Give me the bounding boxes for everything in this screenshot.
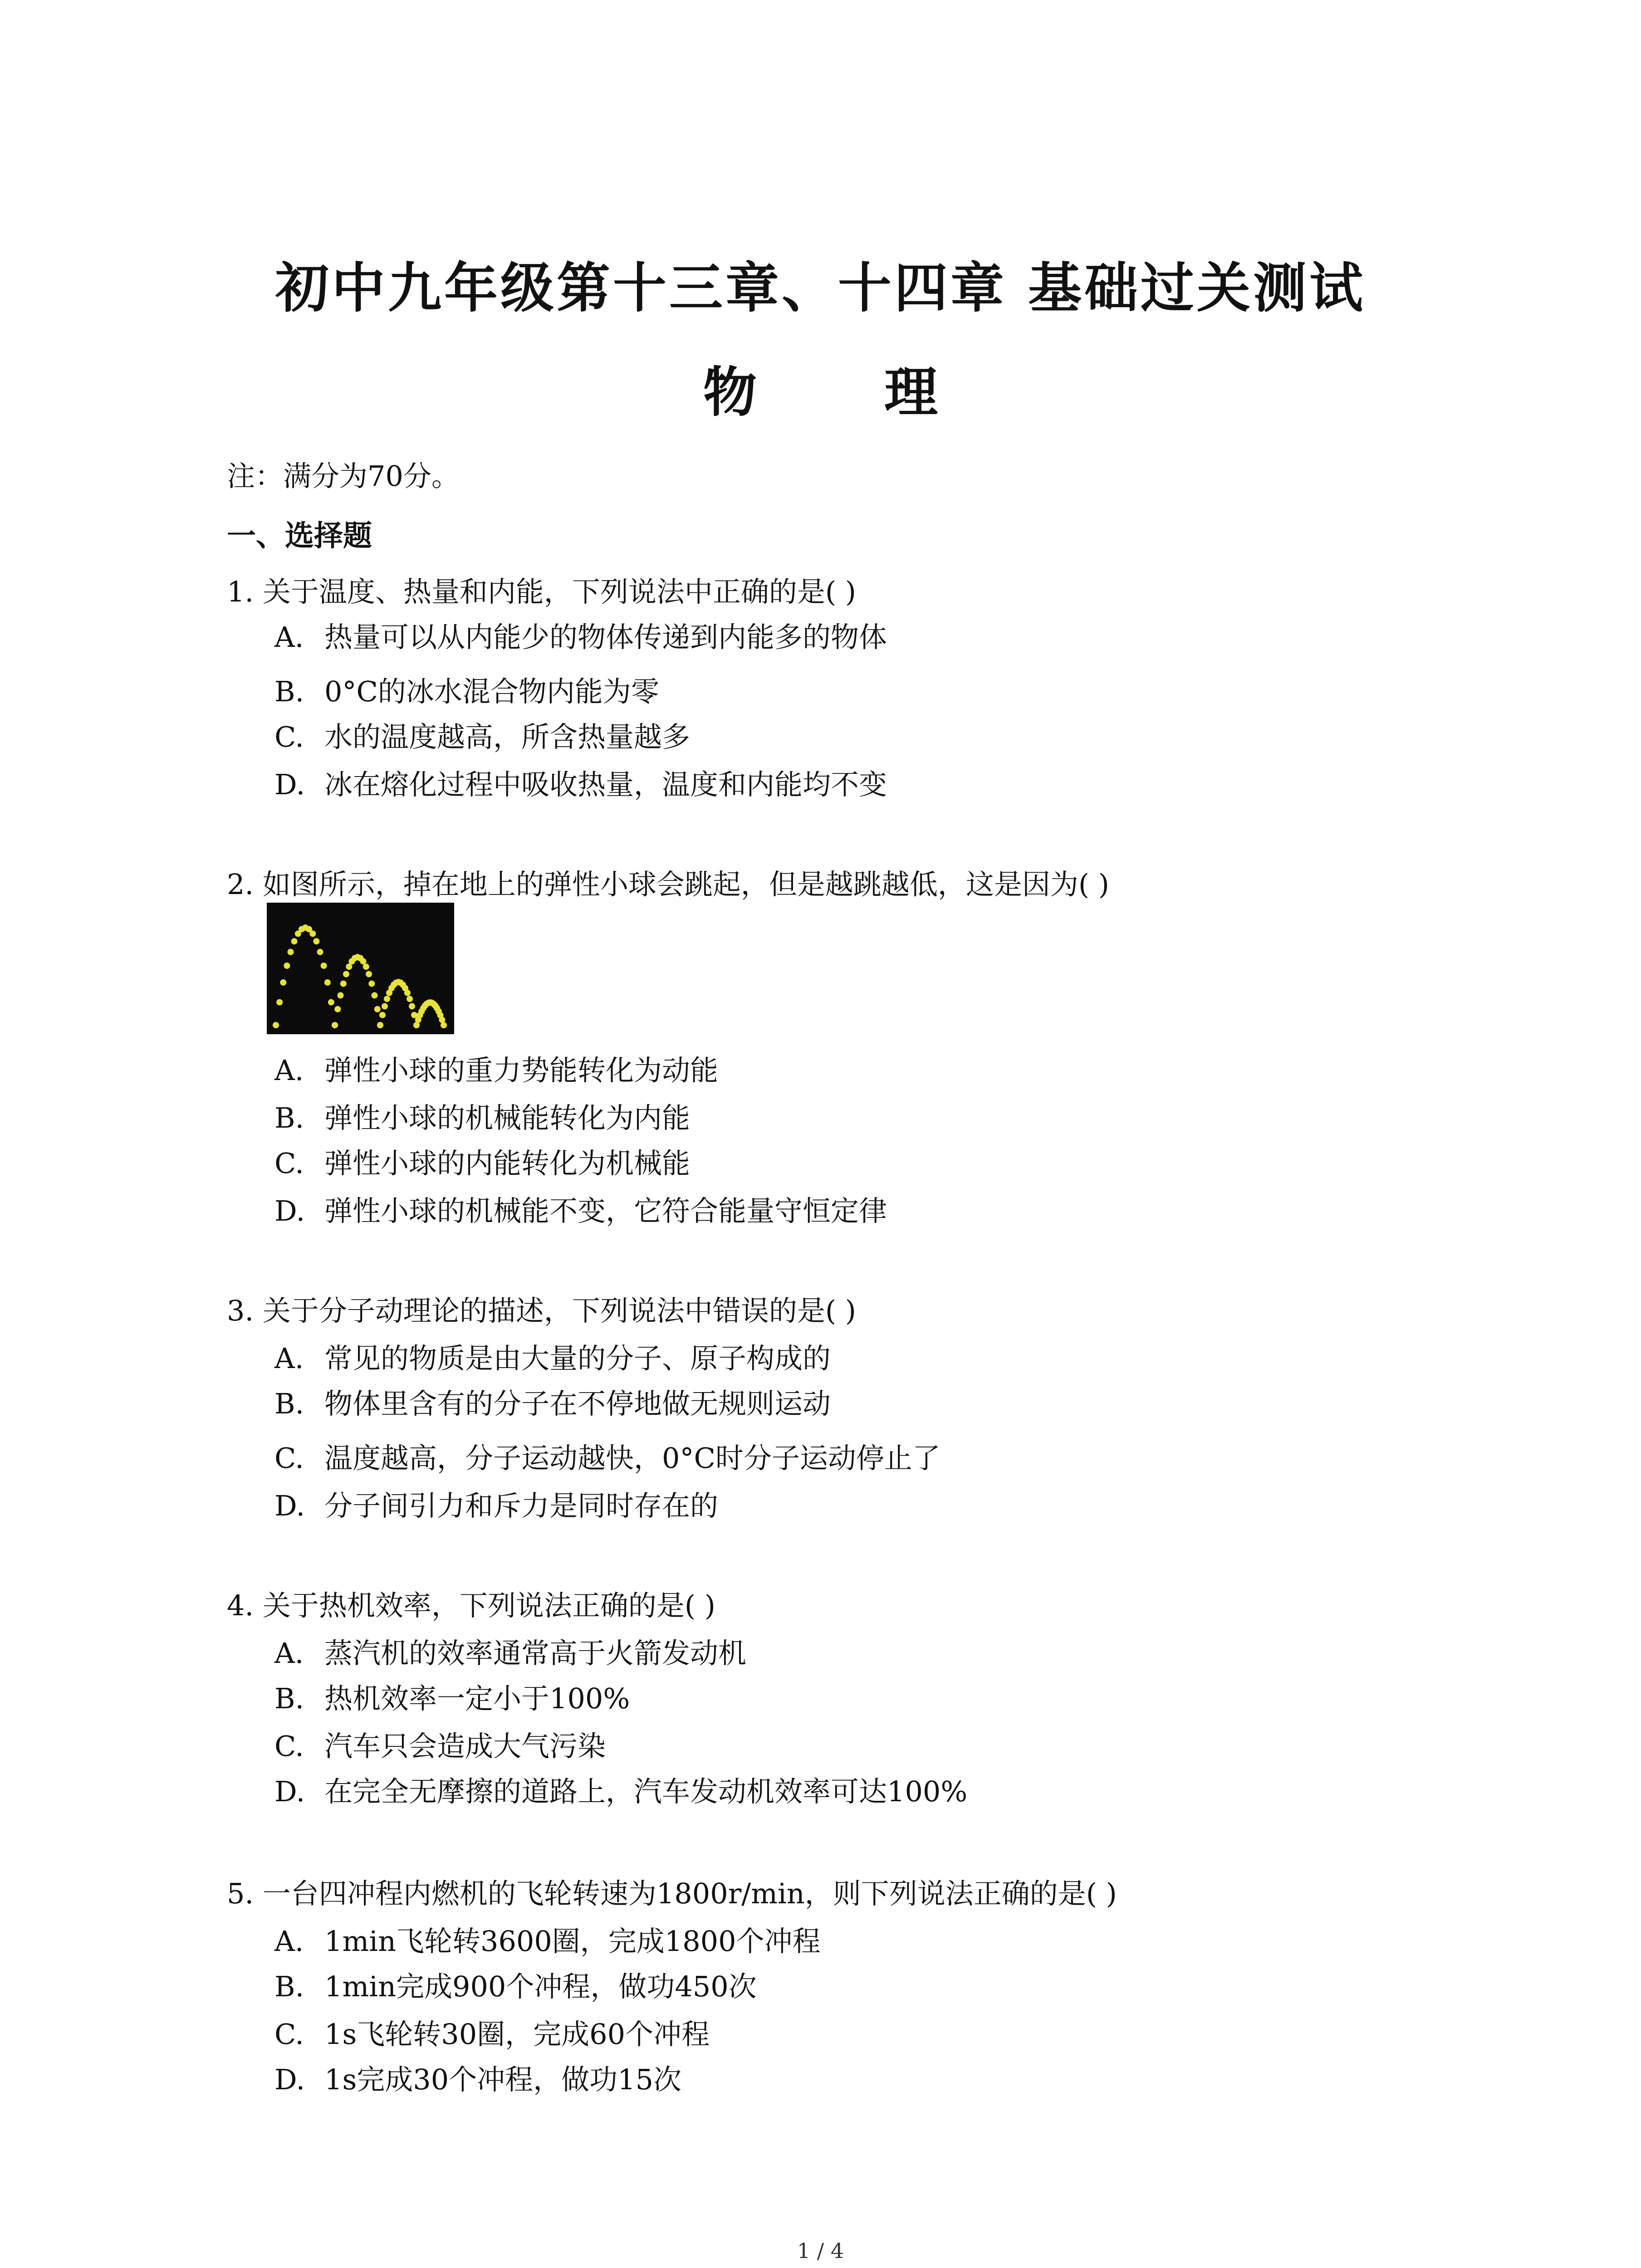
ball-dot: [291, 938, 298, 944]
option-letter: D.: [274, 1194, 305, 1227]
ball-dot: [317, 949, 323, 955]
option-letter: C.: [274, 2018, 304, 2051]
ball-dot: [280, 979, 286, 986]
ball-dot: [334, 1006, 341, 1012]
question-5-option-b: [274, 1964, 757, 2004]
option-letter: C.: [274, 1730, 304, 1763]
option-text: 汽车只会造成大气污染: [324, 1730, 606, 1763]
question-4-option-b: [274, 1676, 630, 1716]
question-5-stem: 5. 一台四冲程内燃机的飞轮转速为1800r/min，则下列说法正确的是( ): [227, 1877, 1117, 1910]
option-text: 0°C的冰水混合物内能为零: [324, 675, 659, 708]
option-text: 蒸汽机的效率通常高于火箭发动机: [324, 1637, 747, 1670]
option-letter: B.: [274, 1970, 304, 2003]
score-note: 注：满分为70分。: [227, 459, 460, 493]
option-text: 冰在熔化过程中吸收热量，温度和内能均不变: [324, 768, 887, 801]
option-letter: C.: [274, 1147, 304, 1180]
question-3-option-c: [274, 1436, 941, 1476]
page-title: 初中九年级第十三章、十四章 基础过关测试: [275, 257, 1366, 319]
question-2-option-c: [274, 1141, 690, 1181]
ball-dot: [324, 979, 331, 986]
ball-dot: [409, 1003, 415, 1009]
option-text: 水的温度越高，所含热量越多: [324, 720, 691, 753]
option-text: 弹性小球的内能转化为机械能: [324, 1147, 691, 1180]
option-text: 1min飞轮转3600圈，完成1800个冲程: [324, 1925, 821, 1958]
question-2-option-d: [274, 1188, 887, 1229]
bouncing-ball-figure: [267, 903, 454, 1034]
option-text: 在完全无摩擦的道路上，汽车发动机效率可达100%: [324, 1775, 968, 1808]
question-2-option-b: [274, 1095, 690, 1136]
option-text: 温度越高，分子运动越快，0°C时分子运动停止了: [324, 1442, 941, 1475]
ball-dot: [368, 981, 375, 987]
question-2-stem: 2. 如图所示，掉在地上的弹性小球会跳起，但是越跳越低，这是因为( ): [227, 868, 1109, 901]
ball-dot: [288, 949, 294, 955]
option-letter: A.: [274, 621, 304, 654]
question-1-option-a: [274, 615, 887, 655]
option-text: 分子间引力和斥力是同时存在的: [324, 1489, 719, 1522]
option-letter: C.: [274, 720, 304, 753]
ball-dot: [328, 999, 334, 1006]
ball-dot: [384, 996, 390, 1002]
subject-title: 物 理: [703, 361, 993, 424]
option-text: 常见的物质是由大量的分子、原子构成的: [324, 1342, 831, 1375]
question-4-option-a: [274, 1631, 746, 1671]
option-text: 1s飞轮转30圈，完成60个冲程: [324, 2018, 710, 2051]
option-letter: B.: [274, 675, 304, 708]
question-5-option-d: [274, 2057, 681, 2097]
option-letter: A.: [274, 1342, 304, 1375]
option-text: 物体里含有的分子在不停地做无规则运动: [324, 1387, 831, 1420]
question-4-option-c: [274, 1724, 606, 1764]
ball-dot: [382, 1003, 388, 1009]
option-text: 弹性小球的重力势能转化为动能: [324, 1054, 719, 1087]
question-1-option-b: [274, 669, 659, 709]
option-letter: A.: [274, 1054, 304, 1087]
question-4-option-d: [274, 1769, 967, 1809]
option-text: 弹性小球的机械能不变，它符合能量守恒定律: [324, 1194, 887, 1227]
question-1-option-c: [274, 714, 690, 755]
ball-dot: [363, 963, 369, 970]
option-text: 1s完成30个冲程，做功15次: [324, 2063, 682, 2096]
question-3-option-b: [274, 1381, 831, 1422]
ball-dot: [366, 971, 372, 978]
ball-dot: [379, 1012, 386, 1018]
option-letter: B.: [274, 1387, 304, 1420]
ball-dot: [407, 996, 413, 1002]
ball-dot: [332, 1022, 338, 1028]
question-1-option-d: [274, 762, 887, 802]
question-4-stem: 4. 关于热机效率，下列说法正确的是( ): [227, 1589, 715, 1622]
ball-dot: [273, 1022, 279, 1028]
question-1-stem: 1. 关于温度、热量和内能，下列说法中正确的是( ): [227, 575, 856, 608]
ball-dot: [377, 1022, 383, 1028]
option-letter: A.: [274, 1925, 304, 1958]
ball-dot: [404, 990, 411, 996]
ball-dot: [321, 963, 327, 969]
option-letter: C.: [274, 1442, 304, 1475]
ball-dot: [309, 930, 316, 937]
ball-dot: [276, 999, 283, 1006]
ball-dot: [313, 938, 319, 944]
question-2-option-a: [274, 1048, 718, 1088]
option-text: 热机效率一定小于100%: [324, 1682, 630, 1715]
option-letter: A.: [274, 1637, 304, 1670]
ball-dot: [338, 992, 344, 998]
option-text: 弹性小球的机械能转化为内能: [324, 1101, 691, 1134]
section-heading: 一、选择题: [227, 519, 372, 553]
page-number: 1 / 4: [797, 2239, 844, 2263]
bouncing-ball-image: [267, 903, 454, 1034]
question-5-option-c: [274, 2012, 710, 2052]
ball-dot: [340, 981, 347, 987]
option-letter: D.: [274, 768, 305, 801]
ball-dot: [374, 1006, 381, 1012]
ball-dot: [284, 963, 290, 969]
question-3-stem: 3. 关于分子动理论的描述，下列说法中错误的是( ): [227, 1294, 856, 1327]
option-text: 1min完成900个冲程，做功450次: [324, 1970, 757, 2003]
option-text: 热量可以从内能少的物体传递到内能多的物体: [324, 621, 887, 654]
option-letter: D.: [274, 1775, 305, 1808]
option-letter: B.: [274, 1101, 304, 1134]
question-3-option-d: [274, 1483, 718, 1524]
option-letter: D.: [274, 1489, 305, 1522]
option-letter: D.: [274, 2063, 305, 2096]
ball-dot: [372, 992, 378, 998]
ball-dot: [343, 971, 349, 978]
question-5-option-a: [274, 1919, 821, 1959]
ball-dot: [441, 1022, 447, 1028]
option-letter: B.: [274, 1682, 304, 1715]
question-3-option-a: [274, 1336, 831, 1376]
